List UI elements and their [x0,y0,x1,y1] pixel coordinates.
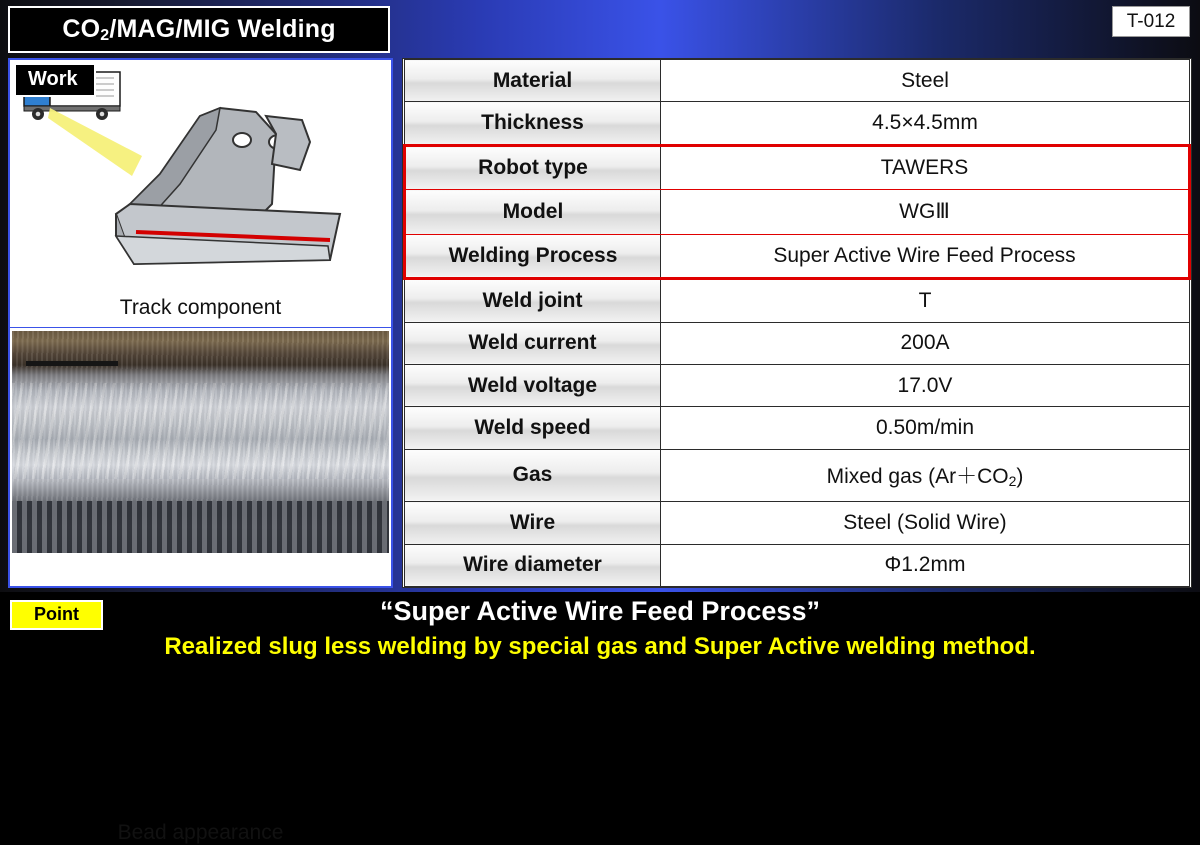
table-row [405,407,1190,449]
callout-beam [48,108,142,176]
slide-title-prefix: CO [62,14,101,43]
gas-value-subscript: 2 [1008,473,1017,490]
spec-key: Robot type [405,146,661,190]
spec-key: Weld current [405,322,661,364]
spec-value: Φ1.2mm [661,544,1190,586]
slide-title [62,15,335,45]
spec-value: T [661,278,1190,322]
bead-photo [12,331,389,553]
spec-key: Material [405,60,661,102]
spec-key: Weld joint [405,278,661,322]
work-tag-label: Work [14,63,96,97]
spec-value: Steel (Solid Wire) [661,502,1190,544]
gas-value-before: Mixed gas (Ar＋CO [826,465,1009,489]
spec-value: 200A [661,322,1190,364]
spec-key: Thickness [405,102,661,146]
table-row [405,364,1190,406]
slide-title-suffix: /MAG/MIG Welding [109,14,336,43]
spec-key: Weld speed [405,407,661,449]
table-row [405,449,1190,502]
track-component-drawing [10,64,391,292]
caption-bead-appearance: Bead appearance [117,821,284,844]
track-component-image [10,60,391,328]
spec-value: 0.50m/min [661,407,1190,449]
caption-track-component: Track component [119,296,282,319]
table-row [405,544,1190,586]
spec-value: TAWERS [661,146,1190,190]
spec-key: Wire diameter [405,544,661,586]
spec-value: 17.0V [661,364,1190,406]
footer-bar [0,592,1200,675]
bracket-shape [116,108,340,264]
spec-key: Gas [405,449,661,502]
spec-value: WGⅢ [661,190,1190,234]
spec-key: Model [405,190,661,234]
slide-id-badge: T-012 [1112,6,1190,37]
spec-key: Wire [405,502,661,544]
table-row [405,60,1190,102]
spec-value: Steel [661,60,1190,102]
table-row [405,502,1190,544]
spec-key: Weld voltage [405,364,661,406]
footer-subline: Realized slug less welding by special gas and Super Active welding method. [164,633,1036,660]
spec-value: 4.5×4.5mm [661,102,1190,146]
point-tag-label: Point [10,600,103,630]
gas-value-after: ) [1016,465,1024,489]
bead-base-metal [12,501,389,553]
footer-headline: “Super Active Wire Feed Process” [380,596,820,626]
table-row [405,102,1190,146]
spec-value: Super Active Wire Feed Process [661,234,1190,278]
table-row [405,278,1190,322]
scale-bar [26,361,118,366]
spec-table-wrapper [402,58,1192,588]
table-row [405,322,1190,364]
spec-table [403,59,1191,587]
table-row-highlighted [405,146,1190,190]
bead-ripples [12,383,389,479]
spec-value-gas [661,449,1190,502]
table-row-highlighted [405,190,1190,234]
spec-key: Welding Process [405,234,661,278]
slide-title-box [8,6,390,53]
slide-title-subscript: 2 [100,26,110,44]
table-row-highlighted [405,234,1190,278]
